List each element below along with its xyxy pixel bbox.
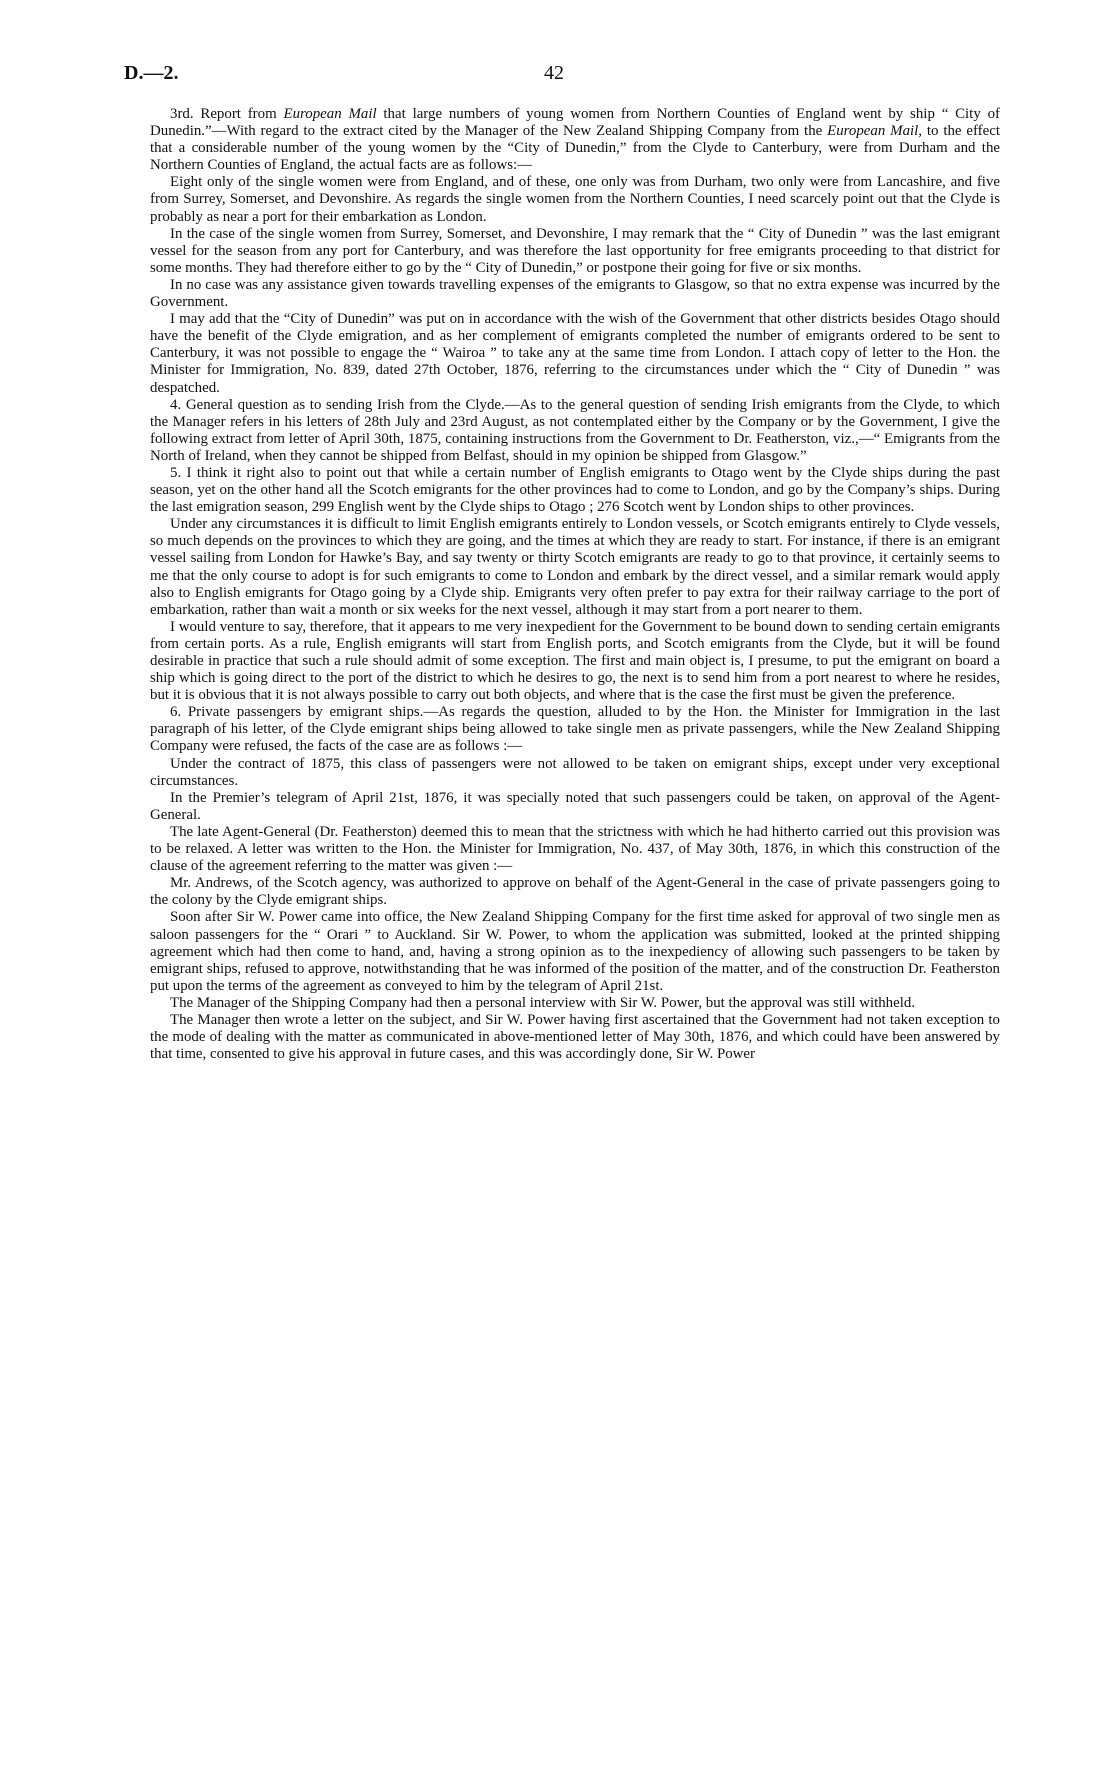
paragraph-section-6: 6. Private passengers by emigrant ships.—As regards the question, alluded to by the Hon. the Minister for Immigration in the last paragraph of his letter, of the Clyde emigrant ships being allowed to take single men as private passengers, while the New Zealand Shipping Company were refused, the facts of the case are as follows :— <box>150 704 1000 755</box>
paragraph-european-mail-report: 3rd. Report from European Mail that large numbers of young women from Northern Counties of England went by ship “ City of Dunedin.”—With regard to the extract cited by the Manager of the New Zealand Shipping Company from the European Mail, to the effect that a considerable number of the young women by the “City of Dunedin,” from the Clyde to Canterbury, were from Durham and the Northern Counties of England, the actual facts are as follows:— <box>150 106 1000 174</box>
paragraph: Eight only of the single women were from England, and of these, one only was from Durham, two only were from Lancashire, and five from Surrey, Somerset, and Devonshire. As regards the single women from the Northern Counties, I need scarcely point out that the Clyde is probably as near a port for their embarkation as London. <box>150 174 1000 225</box>
paragraph: I may add that the “City of Dunedin” was put on in accordance with the wish of the Government that other districts besides Otago should have the benefit of the Clyde emigration, and as her complement of emigrants completed the number of emigrants ordered to be sent to Canterbury, it was not possible to engage the “ Wairoa ” to take any at the same time from London. I attach copy of letter to the Hon. the Minister for Immigration, No. 839, dated 27th October, 1876, referring to the circumstances under which the “ City of Dunedin ” was despatched. <box>150 311 1000 396</box>
paragraph: In the Premier’s telegram of April 21st, 1876, it was specially noted that such passengers could be taken, on approval of the Agent-General. <box>150 789 1000 823</box>
paragraph: In no case was any assistance given towards travelling expenses of the emigrants to Glasgow, so that no extra expense was incurred by the Government. <box>150 276 1000 311</box>
document-body <box>150 106 1000 1063</box>
paragraph: The Manager of the Shipping Company had then a personal interview with Sir W. Power, but the approval was still withheld. <box>170 994 916 1011</box>
paragraph: Under any circumstances it is difficult to limit English emigrants entirely to London vessels, or Scotch emigrants entirely to Clyde vessels, so much depends on the provinces to which they are going, and the times at which they are ready to start. For instance, if there is an emigrant vessel sailing from London for Hawke’s Bay, and say twenty or thirty Scotch emigrants are ready to go to that province, it certainly seems to me that the only course to adopt is for such emigrants to come to London and embark by the direct vessel, and a similar remark would apply also to English emigrants for Otago going by a Clyde ship. Emigrants very often prefer to pay extra for their railway carriage to the port of embarkation, rather than wait a month or six weeks for the next vessel, although it may start from a port nearer to them. <box>150 516 1000 618</box>
paragraph: Mr. Andrews, of the Scotch agency, was authorized to approve on behalf of the Agent-General in the case of private passengers going to the colony by the Clyde emigrant ships. <box>150 875 1000 909</box>
newspaper-title: European Mail, <box>827 123 923 140</box>
page-header <box>124 62 994 92</box>
paragraph: Soon after Sir W. Power came into office, the New Zealand Shipping Company for the first time asked for approval of two single men as saloon passengers for the “ Orari ” to Auckland. Sir W. Power, to whom the application was submitted, looked at the printed shipping agreement which had then come to hand, and, having a strong opinion as to the inexpediency of allowing such passengers to be taken by emigrant ships, refused to approve, notwithstanding that he was informed of the position of the matter, and of the construction Dr. Featherston put upon the terms of the agreement as conveyed to him by the telegram of April 21st. <box>150 909 1000 994</box>
newspaper-title: European Mail <box>283 106 377 122</box>
paragraph-section-4: 4. General question as to sending Irish from the Clyde.—As to the general question of sending Irish emigrants from the Clyde, to which the Manager refers in his letters of 28th July and 23rd August, as not contemplated either by the Company or by the Government, I give the following extract from letter of April 30th, 1875, containing instructions from the Government to Dr. Featherston, viz.,—“ Emigrants from the North of Ireland, when they cannot be shipped from Belfast, should in my opinion be shipped from Glasgow.” <box>150 396 1000 464</box>
document-reference: D.—2. <box>124 62 179 84</box>
page-number: 42 <box>544 62 564 84</box>
paragraph: Under the contract of 1875, this class of passengers were not allowed to be taken on emigrant ships, except under very exceptional circumstances. <box>150 755 1000 789</box>
paragraph-section-5: 5. I think it right also to point out that while a certain number of English emigrants to Otago went by the Clyde ships during the past season, yet on the other hand all the Scotch emigrants for the other provinces had to come to London, and go by the Company’s ships. During the last emigration season, 299 English went by the Clyde ships to Otago ; 276 Scotch went by London ships to other provinces. <box>150 464 1000 516</box>
paragraph: The Manager then wrote a letter on the subject, and Sir W. Power having first ascertained that the Government had not taken exception to the mode of dealing with the matter as communicated in above-mentioned letter of May 30th, 1876, and which could have been answered by that time, consented to give his approval in future cases, and this was accordingly done, Sir W. Power <box>150 1011 1000 1063</box>
paragraph: In the case of the single women from Surrey, Somerset, and Devonshire, I may remark that the “ City of Dunedin ” was the last emigrant vessel for the season from any port for Canterbury, and was therefore the last opportunity for free emigrants proceeding to that district for some months. They had therefore either to go by the “ City of Dunedin,” or postpone their going for five or six months. <box>150 225 1000 276</box>
paragraph: I would venture to say, therefore, that it appears to me very inexpedient for the Government to be bound down to sending certain emigrants from certain ports. As a rule, English emigrants will start from English ports, and Scotch emigrants from the Clyde, but it will be found desirable in practice that such a rule should admit of some exception. The first and main object is, I presume, to put the emigrant on board a ship which is going direct to the port of the district to which he desires to go, the next is to send him from a port nearest to where he resides, but it is obvious that it is not always possible to carry out both objects, and where that is the case the first must be given the preference. <box>150 618 1000 704</box>
paragraph: The late Agent-General (Dr. Featherston) deemed this to mean that the strictness with which he had hitherto carried out this provision was to be relaxed. A letter was written to the Hon. the Minister for Immigration, No. 437, of May 30th, 1876, in which this construction of the clause of the agreement referring to the matter was given :— <box>150 823 1000 875</box>
